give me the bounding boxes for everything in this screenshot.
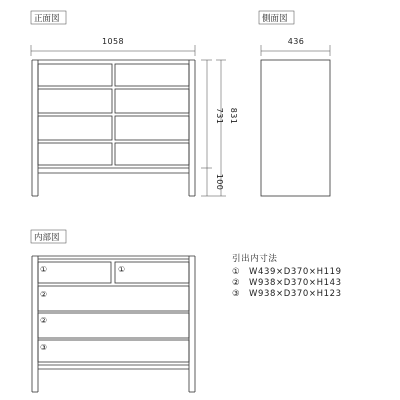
drawer-spec-list bbox=[232, 253, 342, 299]
front-drawer-3-right bbox=[115, 116, 189, 140]
total-height-label: 831 bbox=[229, 107, 238, 125]
interior-view bbox=[31, 230, 195, 392]
front-drawer-2-left bbox=[38, 89, 112, 113]
drawer-height-label: 731 bbox=[215, 107, 224, 125]
spec-text-2: W938×D370×H143 bbox=[249, 278, 342, 288]
spec-text-3: W938×D370×H123 bbox=[249, 289, 342, 299]
spec-mark-3: ③ bbox=[232, 289, 241, 299]
interior-drawer-1-right bbox=[115, 262, 189, 283]
drawer-marker-2: ② bbox=[40, 290, 48, 299]
interior-drawer-3 bbox=[38, 313, 189, 338]
front-drawer-3-left bbox=[38, 116, 112, 140]
drawer-marker-1-left: ① bbox=[40, 265, 48, 274]
front-drawer-4-left bbox=[38, 143, 112, 165]
drawer-marker-1-right: ① bbox=[118, 265, 126, 274]
spec-mark-1: ① bbox=[232, 267, 241, 277]
spec-mark-2: ② bbox=[232, 278, 241, 288]
leg-height-label: 100 bbox=[215, 173, 224, 191]
front-drawer-4-right bbox=[115, 143, 189, 165]
side-view-label: 側面図 bbox=[262, 14, 288, 24]
spec-title: 引出内寸法 bbox=[232, 254, 278, 264]
front-view-label: 正面図 bbox=[34, 14, 60, 24]
spec-text-1: W439×D370×H119 bbox=[249, 267, 342, 277]
width-dim-label: 1058 bbox=[102, 37, 124, 46]
front-view bbox=[31, 11, 238, 196]
front-drawer-1-right bbox=[115, 64, 189, 86]
front-drawer-2-right bbox=[115, 89, 189, 113]
interior-view-label: 内部図 bbox=[34, 233, 60, 243]
drawer-marker-4: ③ bbox=[40, 343, 48, 352]
interior-drawer-2 bbox=[38, 286, 189, 311]
side-panel bbox=[261, 60, 330, 196]
interior-drawer-1-left bbox=[38, 262, 111, 283]
depth-dim-label: 436 bbox=[287, 37, 305, 46]
drawer-marker-3: ② bbox=[40, 316, 48, 325]
side-view bbox=[259, 11, 330, 196]
front-drawer-1-left bbox=[38, 64, 112, 86]
interior-drawer-4 bbox=[38, 340, 189, 362]
